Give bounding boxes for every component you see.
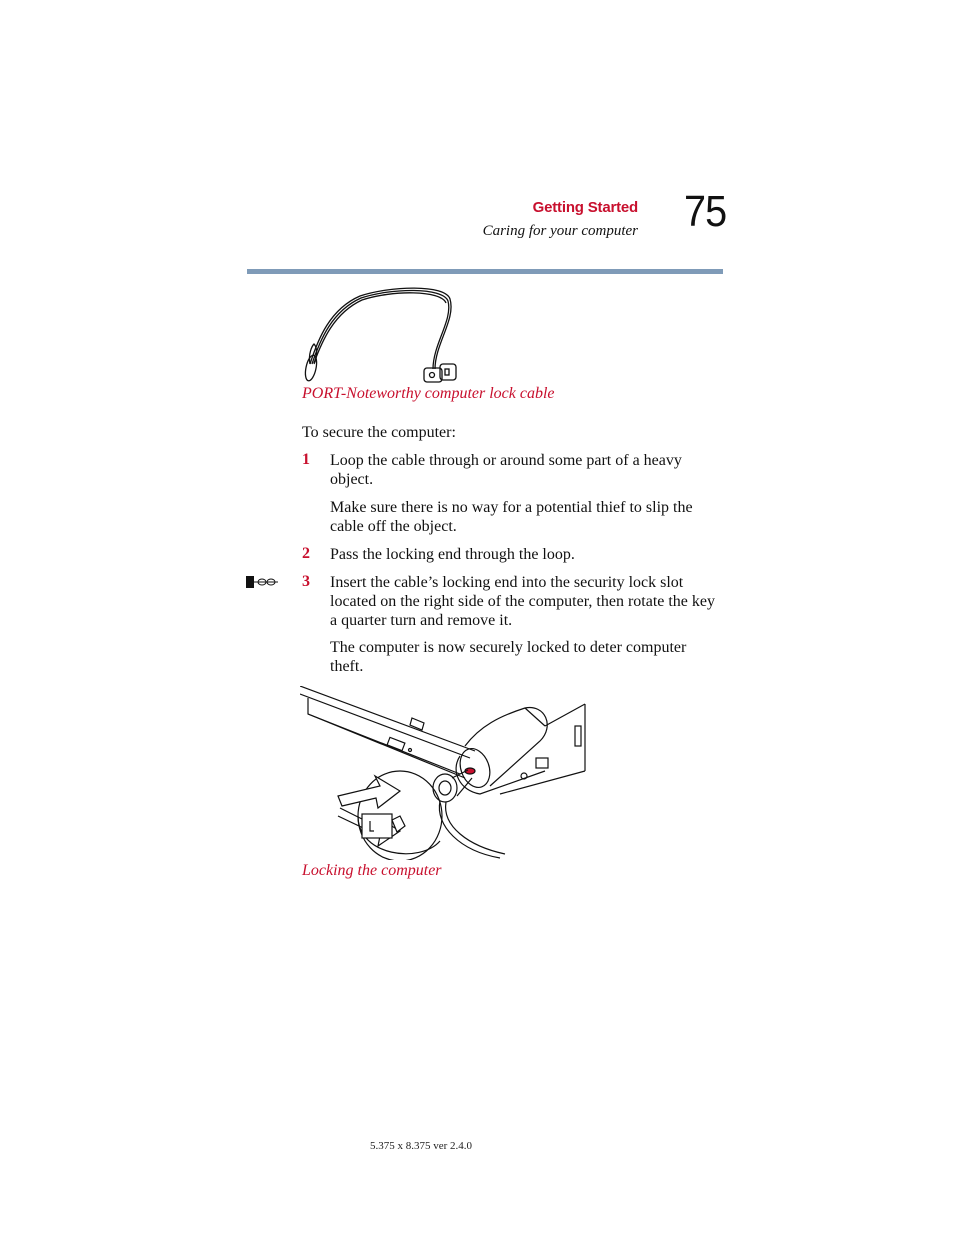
running-header-subsection: Caring for your computer [482,223,638,239]
intro-text: To secure the computer: [302,424,456,441]
header-divider [247,269,723,274]
step-3-number: 3 [302,573,310,590]
running-header-section: Getting Started [532,199,638,216]
locking-computer-illustration [300,686,590,860]
page-footer: 5.375 x 8.375 ver 2.4.0 [370,1140,473,1152]
step-3-text: Insert the cable’s locking end into the security lock slot located on the right side of the computer, then rotate the key a quarter turn and remove it. [330,574,716,629]
figure-caption-lock-cable: PORT-Noteworthy computer lock cable [302,385,555,402]
step-2-text: Pass the locking end through the loop. [330,546,575,563]
step-3-note: The computer is now securely locked to deter computer theft. [330,639,687,675]
page-number: 75 [684,187,727,236]
lock-cable-illustration [300,284,470,386]
figure-caption-locking-computer: Locking the computer [302,862,442,879]
step-1-text: Loop the cable through or around some part of a heavy object. [330,452,682,488]
step-2-number: 2 [302,545,310,562]
step-1-number: 1 [302,451,310,468]
security-lock-slot-icon [245,575,279,594]
step-1-note: Make sure there is no way for a potential thief to slip the cable off the object. [330,499,693,535]
